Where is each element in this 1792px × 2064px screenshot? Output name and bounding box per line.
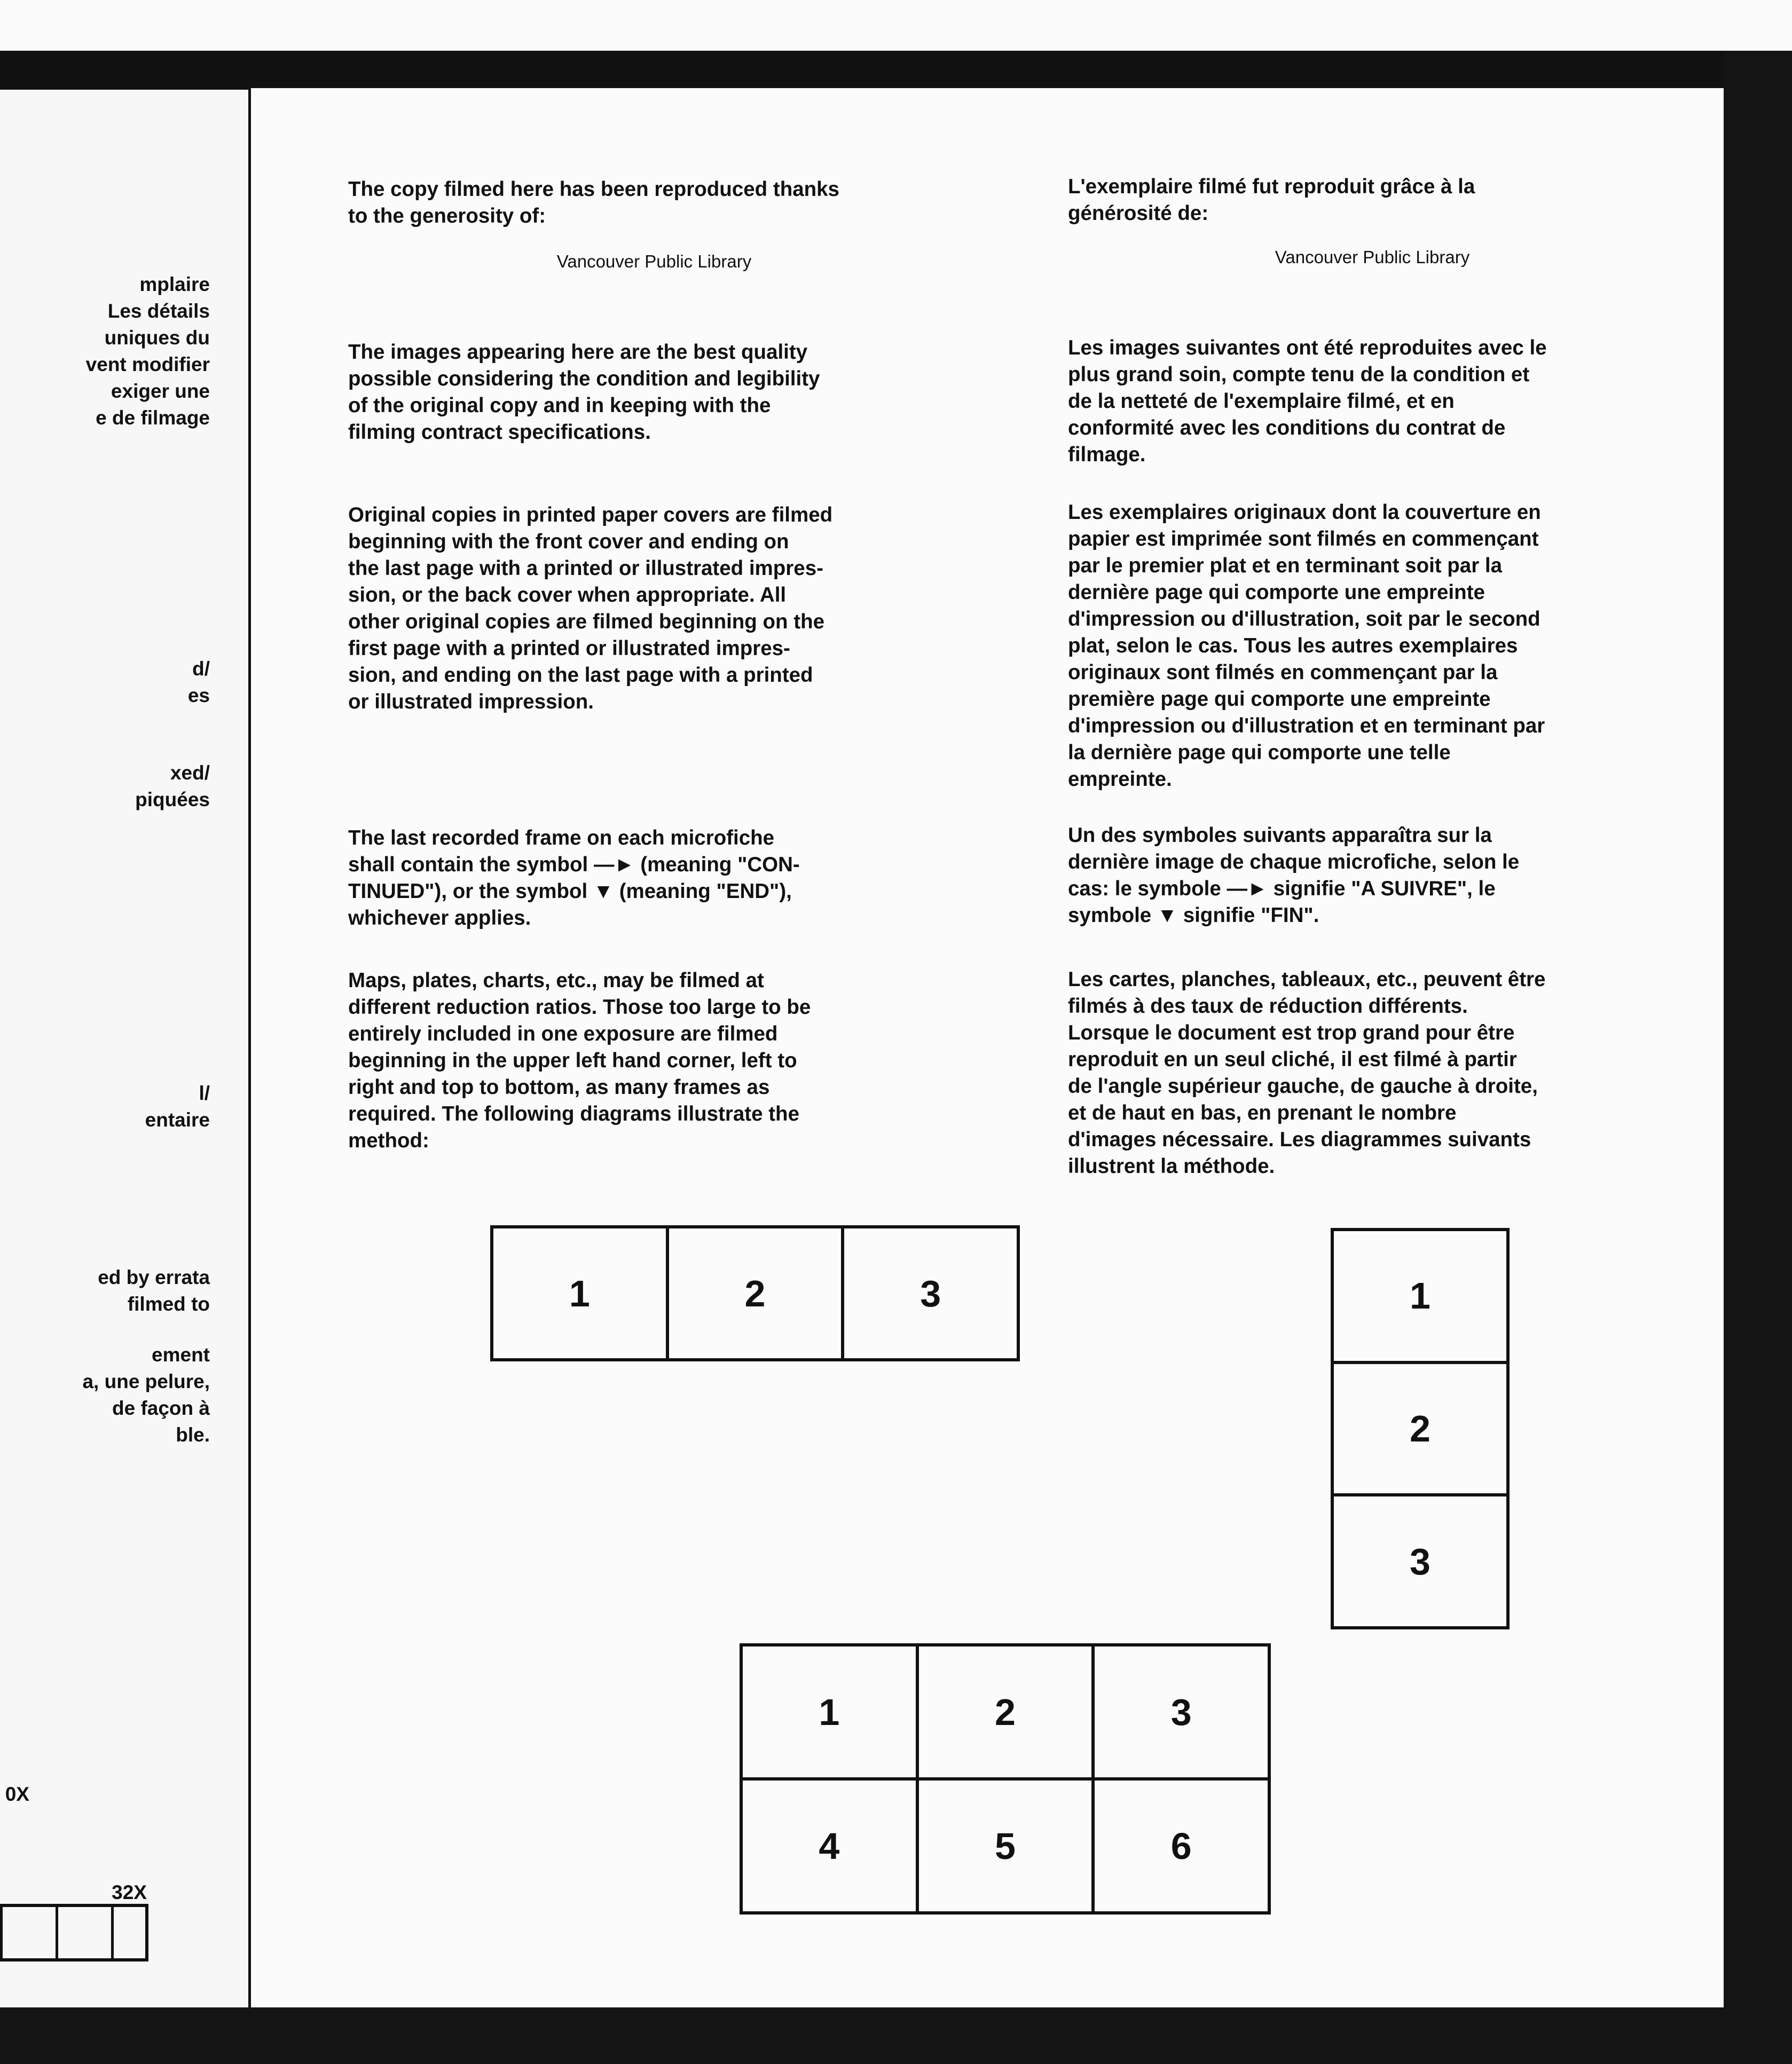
frame-cell: 4 [741,1779,917,1913]
left-page-fragment: de façon à [112,1397,210,1419]
left-page-fragment: ble. [176,1424,210,1446]
left-page-fragment: a, une pelure, [82,1370,210,1392]
left-page-fragment: vent modifier [85,353,210,375]
reduction-scale-boxes [0,1904,148,1961]
english-quality-text: The images appearing here are the best quality possible considering the condition and legibility of the original copy and in keeping with the filming contract specifications. [348,341,820,444]
frame-cell: 5 [917,1779,1094,1913]
frame-cell: 6 [1093,1779,1269,1913]
scale-cell [0,1907,58,1958]
page-top-margin [0,0,1792,51]
scale-cell [56,1907,114,1958]
frame-cell: 1 [1332,1230,1508,1362]
french-quality-text: Les images suivantes ont été reproduites avec le plus grand soin, compte tenu de la condition et de la netteté de l'exemplaire filmé, et en conformité avec les conditions du contrat de filmage. [1068,336,1547,466]
left-page-fragment: entaire [145,1109,210,1131]
english-originals-text: Original copies in printed paper covers are filmed beginning with the front cover and ending on the last page with a printed or illustrated impres- sion, or the back cover when appropriate. All other original copies are filmed beginning on the first page with a printed or illustrated impres- sion, and ending on the last page with a printed or illustrated impression. [348,503,833,713]
english-library-name: Vancouver Public Library [556,251,752,271]
left-page-fragment: ement [152,1344,210,1366]
left-page-fragment: l/ [199,1082,210,1104]
scale-cell [111,1907,169,1958]
frame-cell: 3 [843,1227,1018,1360]
left-page-fragment: Les détails [107,300,210,322]
frame-cell: 3 [1332,1495,1508,1628]
frame-cell: 2 [917,1645,1094,1779]
left-page-fragment: es [187,684,210,706]
left-page [0,90,248,2007]
scale-label-top: 0X [5,1783,29,1805]
left-page-fragment: d/ [192,658,210,680]
english-maps-text: Maps, plates, charts, etc., may be filmed at different reduction ratios. Those too large to be entirely included in one exposure are filmed beginning in the upper left hand corner, left to right and top to bottom, as many frames as required. The following diagrams illustrate the method: [348,969,811,1152]
diagram-grid-of-six [740,1643,1271,1915]
left-page-fragment: ed by errata [98,1266,210,1288]
frame-cell: 2 [1332,1362,1508,1495]
french-library-name: Vancouver Public Library [1275,247,1470,267]
scanner-edge-right [1724,51,1792,2007]
english-symbols-text: The last recorded frame on each microfiche shall contain the symbol —► (meaning "CON- TINUED"), or the symbol ▼ (meaning "END"), whichever applies. [348,826,800,929]
diagram-column-of-three [1331,1228,1510,1629]
frame-cell: 2 [667,1227,843,1360]
french-originals-text: Les exemplaires originaux dont la couverture en papier est imprimée sont filmés en commençant par le premier plat et en terminant soit par la dernière page qui comporte une empreinte d'impression ou d'illustration, soit par le second plat, selon le cas. Tous les autres exemplaires originaux sont filmés en commençant par la première page qui comporte une empreinte d'impression ou d'illustration et en terminant par la dernière page qui comporte une telle empreinte. [1068,501,1545,791]
english-thanks-text: The copy filmed here has been reproduced thanks to the generosity of: [348,178,839,227]
left-page-fragment: xed/ [170,762,210,784]
left-page-fragment: mplaire [139,273,210,295]
left-page-fragment: uniques du [104,327,210,349]
left-page-fragment: e de filmage [96,407,210,429]
frame-cell: 3 [1093,1645,1269,1779]
left-page-fragment: exiger une [111,380,210,402]
left-page-fragment: filmed to [127,1293,210,1315]
french-maps-text: Les cartes, planches, tableaux, etc., peuvent être filmés à des taux de réduction différents. Lorsque le document est trop grand pour être reproduit en un seul cliché, il est filmé à partir de l'angle supérieur gauche, de gauche à droite, et de haut en bas, en prenant le nombre d'images nécessaire. Les diagrammes suivants illustrent la méthode. [1068,968,1546,1178]
frame-cell: 1 [741,1645,917,1779]
left-page-fragment: piquées [135,789,210,810]
french-thanks-text: L'exemplaire filmé fut reproduit grâce à la générosité de: [1068,175,1475,225]
scale-label-bottom: 32X [112,1881,147,1903]
diagram-row-of-three [490,1225,1020,1361]
frame-cell: 1 [492,1227,667,1360]
french-symbols-text: Un des symboles suivants apparaîtra sur la dernière image de chaque microfiche, selon le cas: le symbole —► signifie "A SUIVRE", le symbole ▼ signifie "FIN". [1068,824,1520,927]
scanner-edge-bottom [0,2007,1792,2064]
